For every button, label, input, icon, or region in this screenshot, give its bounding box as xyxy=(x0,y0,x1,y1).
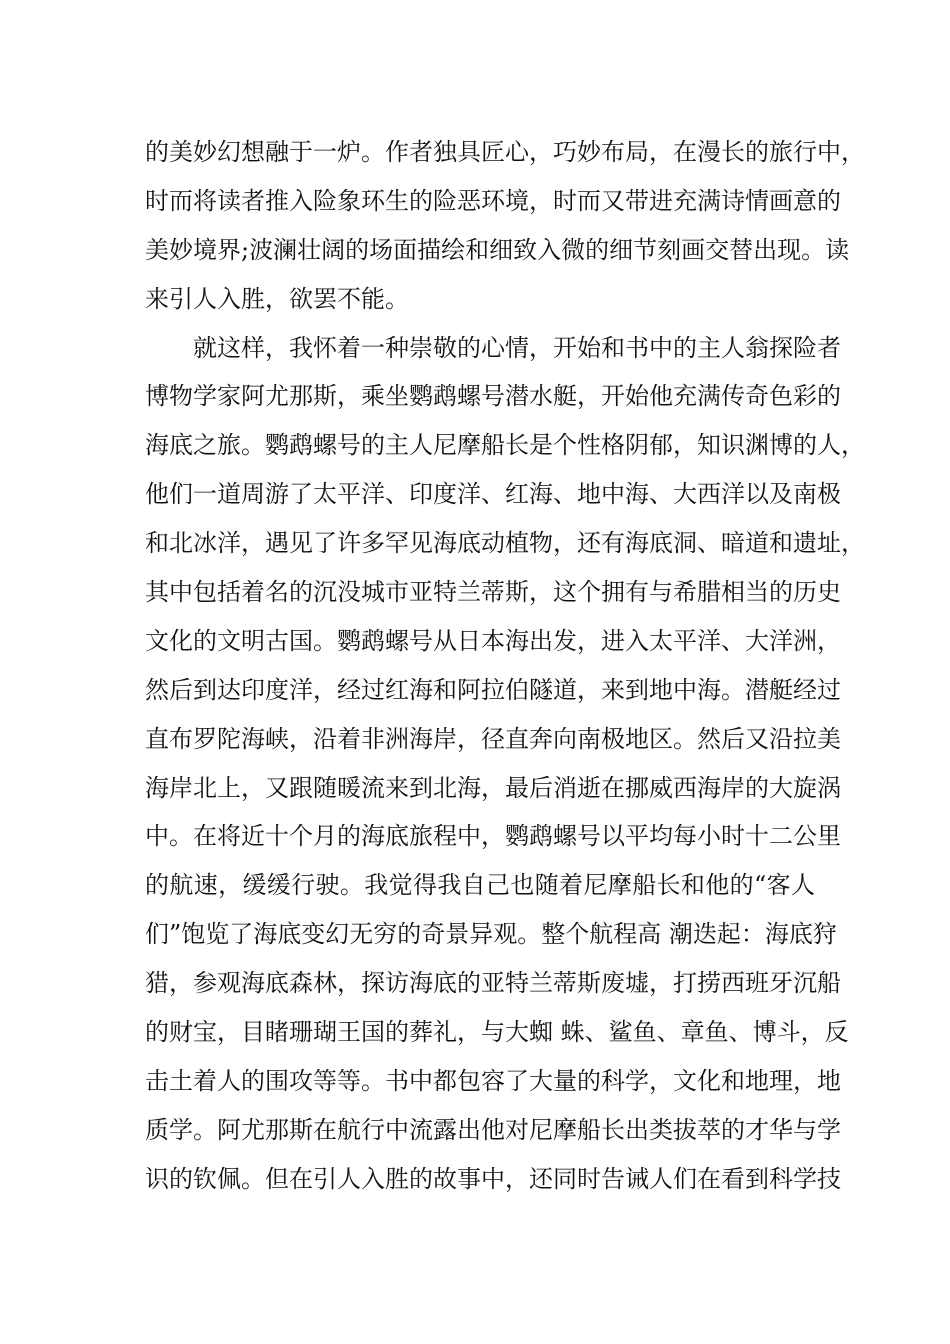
text-line: 的财宝，目睹珊瑚王国的葬礼，与大蜘 蛛、鲨鱼、章鱼、博斗，反 xyxy=(145,1018,849,1047)
text-line: 美妙境界;波澜壮阔的场面描绘和细致入微的细节刻画交替出现。读 xyxy=(145,235,850,264)
text-line: 博物学家阿尤那斯，乘坐鹦鹉螺号潜水艇，开始他充满传奇色彩的 xyxy=(145,382,841,411)
text-line: 时而将读者推入险象环生的险恶环境，时而又带进充满诗情画意的 xyxy=(145,186,841,215)
text-line: 海岸北上，又跟随暖流来到北海，最后消逝在挪威西海岸的大旋涡 xyxy=(145,773,841,802)
text-line: 质学。阿尤那斯在航行中流露出他对尼摩船长出类拔萃的才华与学 xyxy=(145,1115,841,1144)
text-line: 识的钦佩。但在引人入胜的故事中，还同时告诫人们在看到科学技 xyxy=(145,1164,841,1193)
text-line: 直布罗陀海峡，沿着非洲海岸，径直奔向南极地区。然后又沿拉美 xyxy=(145,724,841,753)
text-line: 然后到达印度洋，经过红海和阿拉伯隧道，来到地中海。潜艇经过 xyxy=(145,675,841,704)
text-line: 中。在将近十个月的海底旅程中，鹦鹉螺号以平均每小时十二公里 xyxy=(145,822,841,851)
text-line: 的美妙幻想融于一炉。作者独具匠心，巧妙布局，在漫长的旅行中， xyxy=(145,138,865,166)
text-line: 和北冰洋，遇见了许多罕见海底动植物，还有海底洞、暗道和遗址， xyxy=(145,529,865,558)
text-line: 们”饱览了海底变幻无穷的奇景异观。整个航程高 潮迭起：海底狩 xyxy=(145,920,837,949)
text-line: 他们一道周游了太平洋、印度洋、红海、地中海、大西洋以及南极 xyxy=(145,480,841,509)
text-line: 其中包括着名的沉没城市亚特兰蒂斯，这个拥有与希腊相当的历史 xyxy=(145,578,841,607)
text-line: 的航速，缓缓行驶。我觉得我自己也随着尼摩船长和他的“客人 xyxy=(145,871,815,900)
text-line: 击土着人的围攻等等。书中都包容了大量的科学，文化和地理，地 xyxy=(145,1066,841,1095)
text-line: 文化的文明古国。鹦鹉螺号从日本海出发，进入太平洋、大洋洲， xyxy=(145,626,841,655)
paragraph-first-line: 就这样，我怀着一种崇敬的心情，开始和书中的主人翁探险者 xyxy=(193,333,841,362)
text-line: 来引人入胜，欲罢不能。 xyxy=(145,284,409,313)
body-text xyxy=(145,128,865,1204)
text-line: 海底之旅。鹦鹉螺号的主人尼摩船长是个性格阴郁，知识渊博的人， xyxy=(145,431,865,460)
text-line: 猎，参观海底森林，探访海底的亚特兰蒂斯废墟，打捞西班牙沉船 xyxy=(145,969,841,998)
